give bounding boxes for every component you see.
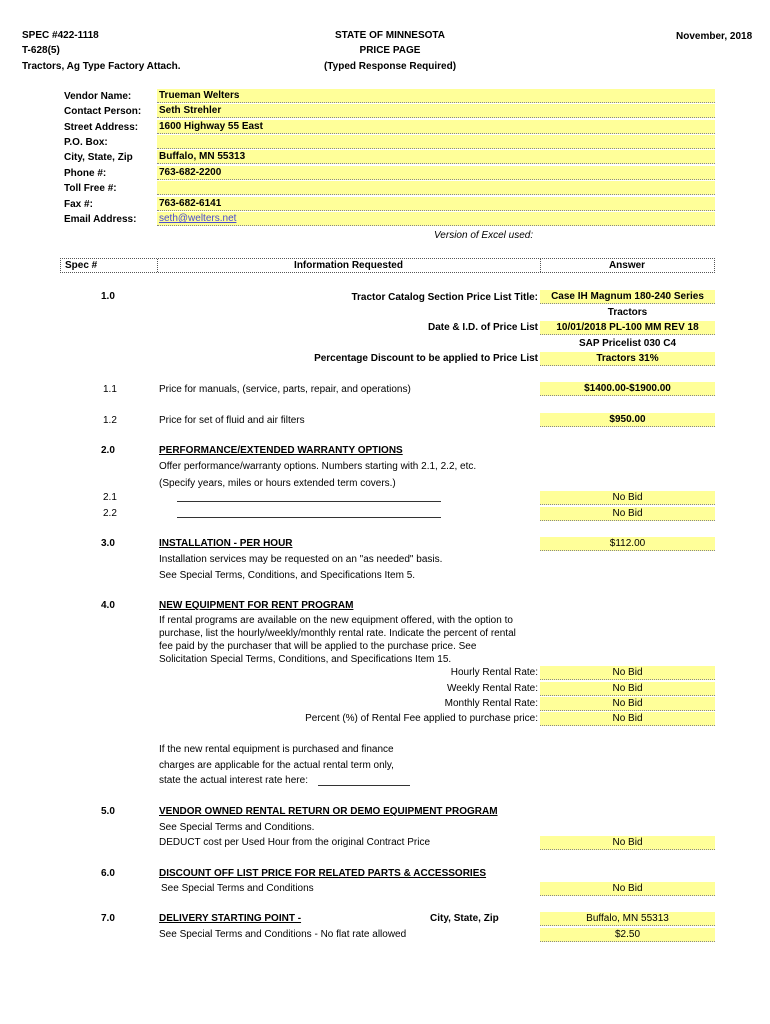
installation-title: INSTALLATION - PER HOUR bbox=[159, 538, 293, 549]
fax-field[interactable]: 763-682-6141 bbox=[157, 197, 715, 211]
catalog-label: Tractor Catalog Section Price List Title: bbox=[351, 292, 538, 303]
pobox-label: P.O. Box: bbox=[64, 137, 108, 148]
delivery-title: DELIVERY STARTING POINT - bbox=[159, 913, 302, 924]
filters-value[interactable]: $950.00 bbox=[540, 413, 715, 427]
pobox-field[interactable] bbox=[157, 135, 715, 149]
weekly-label: Weekly Rental Rate: bbox=[447, 683, 538, 694]
header-answer: Answer bbox=[608, 260, 646, 271]
contact-field[interactable]: Seth Strehler bbox=[157, 104, 715, 118]
rent-title: NEW EQUIPMENT FOR RENT PROGRAM bbox=[159, 600, 354, 611]
demo-title: VENDOR OWNED RENTAL RETURN OR DEMO EQUIPMENT PROGRAM bbox=[159, 806, 498, 817]
finance-line3: state the actual interest rate here: bbox=[159, 775, 308, 786]
warranty-line1: Offer performance/warranty options. Numbers starting with 2.1, 2.2, etc. bbox=[159, 461, 477, 472]
monthly-value[interactable]: No Bid bbox=[540, 697, 715, 711]
street-field[interactable]: 1600 Highway 55 East bbox=[157, 120, 715, 134]
warranty-blank-1[interactable] bbox=[177, 501, 441, 502]
street-label: Street Address: bbox=[64, 122, 139, 133]
delivery-city-value[interactable]: Buffalo, MN 55313 bbox=[540, 912, 715, 926]
rent-line3: fee paid by the purchaser that will be applied to the purchase price. See bbox=[159, 641, 477, 652]
t-number: T-628(5) bbox=[22, 45, 60, 56]
state-title: STATE OF MINNESOTA bbox=[335, 30, 445, 41]
warranty-2-2-value[interactable]: No Bid bbox=[540, 507, 715, 521]
warranty-2-1-value[interactable]: No Bid bbox=[540, 491, 715, 505]
monthly-label: Monthly Rental Rate: bbox=[444, 698, 538, 709]
installation-line1: Installation services may be requested on an "as needed" basis. bbox=[159, 554, 443, 565]
catalog-value[interactable]: Case IH Magnum 180-240 Series bbox=[540, 290, 715, 304]
header-spec: Spec # bbox=[65, 260, 98, 271]
percent-label: Percent (%) of Rental Fee applied to purchase price: bbox=[305, 713, 538, 724]
spec-4-0: 4.0 bbox=[101, 600, 115, 611]
tollfree-field[interactable] bbox=[157, 181, 715, 195]
parts-title: DISCOUNT OFF LIST PRICE FOR RELATED PARTS & ACCESSORIES bbox=[159, 868, 487, 879]
discount-value[interactable]: Tractors 31% bbox=[540, 352, 715, 366]
manuals-text: Price for manuals, (service, parts, repair, and operations) bbox=[159, 384, 411, 395]
email-label: Email Address: bbox=[64, 214, 137, 225]
parts-line1: See Special Terms and Conditions bbox=[161, 883, 314, 894]
header-info: Information Requested bbox=[294, 260, 403, 271]
subject: Tractors, Ag Type Factory Attach. bbox=[22, 61, 181, 72]
demo-line2: DEDUCT cost per Used Hour from the original Contract Price bbox=[159, 837, 431, 848]
warranty-blank-2[interactable] bbox=[177, 517, 441, 518]
spec-3-0: 3.0 bbox=[101, 538, 115, 549]
spec-1-0: 1.0 bbox=[101, 291, 115, 302]
installation-line2: See Special Terms, Conditions, and Specifications Item 5. bbox=[159, 570, 416, 581]
phone-label: Phone #: bbox=[64, 168, 107, 179]
manuals-value[interactable]: $1400.00-$1900.00 bbox=[540, 382, 715, 396]
delivery-city-label: City, State, Zip bbox=[430, 913, 499, 924]
spec-1-2: 1.2 bbox=[103, 415, 117, 426]
spec-2-0: 2.0 bbox=[101, 445, 115, 456]
spec-2-2: 2.2 bbox=[103, 508, 117, 519]
date-value-2: SAP Pricelist 030 C4 bbox=[578, 338, 677, 349]
date-value[interactable]: 10/01/2018 PL-100 MM REV 18 bbox=[540, 321, 715, 335]
warranty-title: PERFORMANCE/EXTENDED WARRANTY OPTIONS bbox=[159, 445, 403, 456]
delivery-line1: See Special Terms and Conditions - No flat rate allowed bbox=[159, 929, 407, 940]
city-field[interactable]: Buffalo, MN 55313 bbox=[157, 150, 715, 164]
email-field[interactable] bbox=[157, 212, 715, 226]
spec-5-0: 5.0 bbox=[101, 806, 115, 817]
delivery-rate-value[interactable]: $2.50 bbox=[540, 928, 715, 942]
hourly-value[interactable]: No Bid bbox=[540, 666, 715, 680]
demo-value[interactable]: No Bid bbox=[540, 836, 715, 850]
filters-text: Price for set of fluid and air filters bbox=[159, 415, 305, 426]
city-label: City, State, Zip bbox=[64, 152, 133, 163]
rent-line2: purchase, list the hourly/weekly/monthly rental rate. Indicate the percent of rental bbox=[159, 628, 516, 639]
spec-number: SPEC #422-1118 bbox=[22, 30, 99, 41]
warranty-line2: (Specify years, miles or hours extended term covers.) bbox=[159, 478, 396, 489]
rent-line1: If rental programs are available on the new equipment offered, with the option to bbox=[159, 615, 513, 626]
table-header bbox=[60, 258, 715, 273]
fax-label: Fax #: bbox=[64, 199, 93, 210]
header-date: November, 2018 bbox=[676, 31, 753, 42]
spec-2-1: 2.1 bbox=[103, 492, 117, 503]
catalog-value-2: Tractors bbox=[607, 307, 648, 318]
typed-note: (Typed Response Required) bbox=[323, 61, 457, 72]
vendor-label: Vendor Name: bbox=[64, 91, 132, 102]
demo-line1: See Special Terms and Conditions. bbox=[159, 822, 315, 833]
installation-value[interactable]: $112.00 bbox=[540, 537, 715, 551]
weekly-value[interactable]: No Bid bbox=[540, 682, 715, 696]
spec-7-0: 7.0 bbox=[101, 913, 115, 924]
spec-1-1: 1.1 bbox=[103, 384, 117, 395]
tollfree-label: Toll Free #: bbox=[64, 183, 117, 194]
finance-line1: If the new rental equipment is purchased and finance bbox=[159, 744, 394, 755]
finance-line2: charges are applicable for the actual rental term only, bbox=[159, 760, 394, 771]
interest-rate-blank[interactable] bbox=[318, 785, 410, 786]
date-label: Date & I.D. of Price List bbox=[427, 322, 538, 333]
page-title: PRICE PAGE bbox=[359, 45, 421, 56]
contact-label: Contact Person: bbox=[64, 106, 142, 117]
rent-line4: Solicitation Special Terms, Conditions, and Specifications Item 15. bbox=[159, 654, 452, 665]
percent-value[interactable]: No Bid bbox=[540, 712, 715, 726]
spec-6-0: 6.0 bbox=[101, 868, 115, 879]
discount-label: Percentage Discount to be applied to Price List bbox=[314, 353, 538, 364]
parts-value[interactable]: No Bid bbox=[540, 882, 715, 896]
vendor-name-field[interactable]: Trueman Welters bbox=[157, 89, 715, 103]
email-link[interactable]: seth@welters.net bbox=[159, 213, 237, 224]
phone-field[interactable]: 763-682-2200 bbox=[157, 166, 715, 180]
hourly-label: Hourly Rental Rate: bbox=[450, 667, 538, 678]
excel-version-label: Version of Excel used: bbox=[434, 230, 534, 241]
